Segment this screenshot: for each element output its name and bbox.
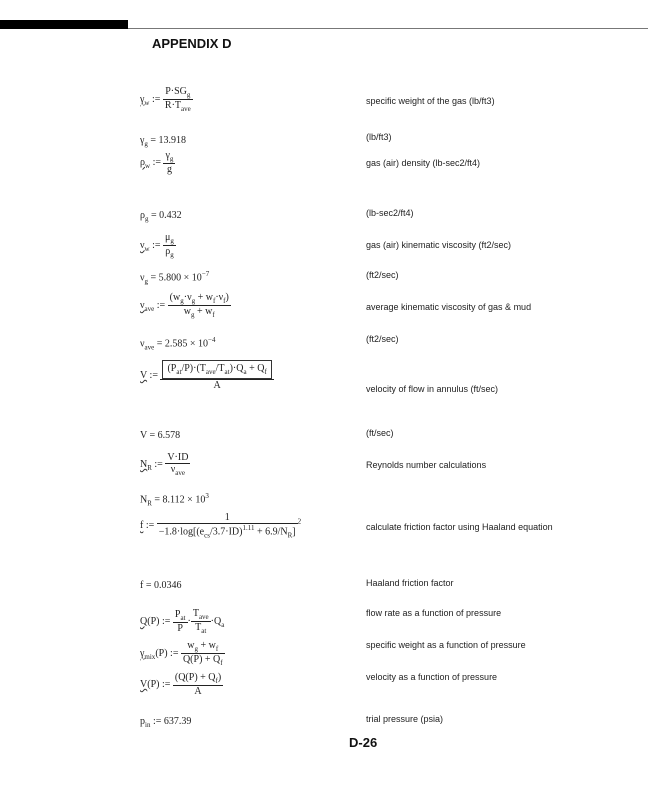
- eq-average-viscosity-value: $\nu_{ave} = 2.585 \times 10^{-4}$: [140, 336, 216, 352]
- eq-specific-weight-value: $\gamma_g = 13.918$: [140, 135, 187, 148]
- desc-specific-weight: specific weight of the gas (lb/ft3): [366, 96, 495, 106]
- top-rule: [128, 28, 648, 29]
- appendix-title: APPENDIX D: [152, 36, 232, 51]
- eq-velocity-def: V := $\frac{(P_{at}/P)\cdot(T_{ave}/T_{at})\cdot Q_a + Q_f}{A}$: [140, 360, 274, 391]
- eq-density-def: $\rho_w$ := $\frac{\gamma_g}{g}$: [140, 150, 174, 175]
- eq-density-value: $\rho_g = 0.432$: [140, 210, 182, 223]
- eq-velocity-value: V = 6.578: [140, 430, 181, 441]
- desc-specific-weight-units: (lb/ft3): [366, 132, 392, 142]
- desc-velocity-pressure: velocity as a function of pressure: [366, 672, 498, 682]
- page-number: D-26: [349, 735, 378, 750]
- eq-trial-pressure: $p_{in}$ := 637.39: [140, 716, 192, 729]
- desc-velocity-units: (ft/sec): [366, 428, 394, 438]
- eq-velocity-pressure-def: V(P) := $\frac{(Q(P) + Q_f)}{A}$: [140, 672, 222, 697]
- desc-kinematic-viscosity: gas (air) kinematic viscosity (ft2/sec): [366, 240, 512, 250]
- desc-trial-pressure: trial pressure (psia): [366, 714, 444, 724]
- desc-friction-factor-result: Haaland friction factor: [366, 578, 454, 588]
- desc-reynolds: Reynolds number calculations: [366, 460, 487, 470]
- desc-density: gas (air) density (lb-sec2/ft4): [366, 158, 481, 168]
- desc-kinematic-viscosity-units: (ft2/sec): [366, 270, 399, 280]
- eq-reynolds-def: $N_R$ := $\frac{V\cdot ID}{\nu_{ave}}$: [140, 452, 189, 477]
- eq-specific-weight-pressure-def: $\gamma_{mix}(P)$ := $\frac{w_g + w_f}{Q(P) + Q_f}$: [140, 640, 223, 667]
- eq-friction-factor-def: f := $\frac{1}{-1.8\cdot\log[(e_{cs}/3.7\cdot ID)^{1.11} + 6.9/N_R]}$ $^2$: [140, 512, 302, 540]
- desc-average-viscosity-units: (ft2/sec): [366, 334, 399, 344]
- eq-average-viscosity-def: $\nu_{ave}$ := $\frac{(w_g\cdot\nu_g + w_f\cdot\nu_f)}{w_g + w_f}$: [140, 292, 229, 319]
- top-black-bar: [0, 20, 128, 29]
- eq-friction-factor-value: f = 0.0346: [140, 580, 182, 591]
- desc-specific-weight-pressure: specific weight as a function of pressure: [366, 640, 526, 650]
- desc-density-units: (lb-sec2/ft4): [366, 208, 414, 218]
- desc-friction-factor: calculate friction factor using Haaland equation: [366, 522, 553, 532]
- desc-velocity: velocity of flow in annulus (ft/sec): [366, 384, 499, 394]
- eq-reynolds-value: $N_R = 8.112 \times 10^3$: [140, 492, 209, 508]
- eq-kinematic-viscosity-value: $\nu_g = 5.800 \times 10^{-7}$: [140, 270, 210, 286]
- eq-kinematic-viscosity-def: $\nu_w$ := $\frac{\mu_g}{\rho_g}$: [140, 232, 174, 259]
- desc-average-viscosity: average kinematic viscosity of gas & mud: [366, 302, 532, 312]
- desc-flow-rate: flow rate as a function of pressure: [366, 608, 502, 618]
- eq-specific-weight-def: $\gamma_w$ := $\frac{P\cdot SG_g}{R\cdot T_{ave}}$: [140, 86, 191, 113]
- eq-flow-rate-def: Q(P) := $\frac{P_{at}}{P}$ · $\frac{T_{ave}}{T_{at}}$ $\cdot Q_a$: [140, 608, 225, 635]
